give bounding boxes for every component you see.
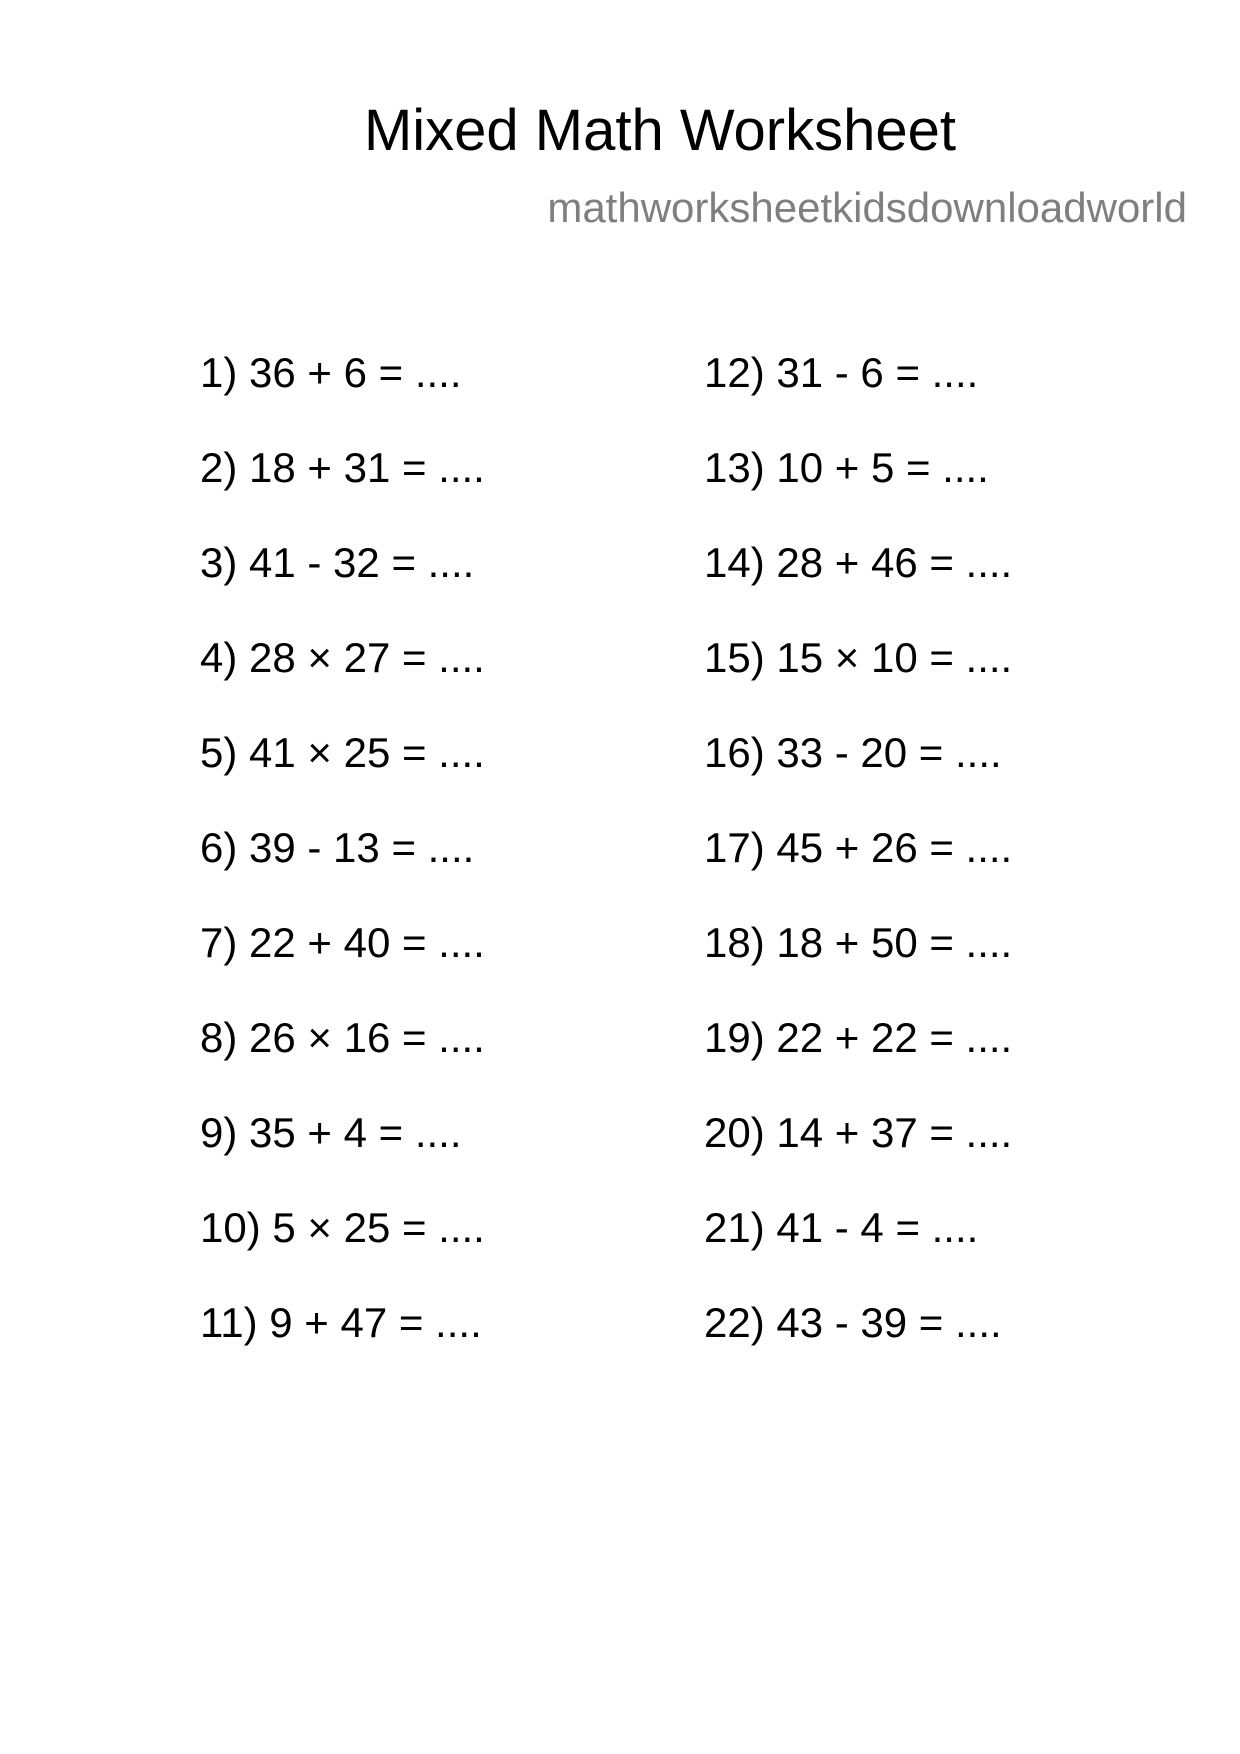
problem-16: 16) 33 - 20 = ....: [704, 729, 1002, 776]
worksheet-source: mathworksheetkidsdownloadworld: [547, 184, 1187, 231]
problem-10: 10) 5 × 25 = ....: [200, 1204, 485, 1251]
problem-22: 22) 43 - 39 = ....: [704, 1299, 1002, 1346]
problem-13: 13) 10 + 5 = ....: [704, 444, 989, 491]
problem-14: 14) 28 + 46 = ....: [704, 539, 1013, 586]
problem-5: 5) 41 × 25 = ....: [200, 729, 485, 776]
problem-8: 8) 26 × 16 = ....: [200, 1014, 485, 1061]
problem-19: 19) 22 + 22 = ....: [704, 1014, 1013, 1061]
problem-20: 20) 14 + 37 = ....: [704, 1109, 1013, 1156]
problem-11: 11) 9 + 47 = ....: [200, 1299, 482, 1346]
problem-column-right: [704, 348, 1012, 1393]
problem-15: 15) 15 × 10 = ....: [704, 634, 1013, 681]
problem-4: 4) 28 × 27 = ....: [200, 634, 485, 681]
problem-6: 6) 39 - 13 = ....: [200, 824, 475, 871]
worksheet-title: Mixed Math Worksheet: [363, 98, 957, 163]
problem-9: 9) 35 + 4 = ....: [200, 1109, 462, 1156]
problem-7: 7) 22 + 40 = ....: [200, 919, 485, 966]
problem-3: 3) 41 - 32 = ....: [200, 539, 475, 586]
problem-column-left: [200, 348, 485, 1393]
problem-21: 21) 41 - 4 = ....: [704, 1204, 979, 1251]
problem-18: 18) 18 + 50 = ....: [704, 919, 1013, 966]
problem-12: 12) 31 - 6 = ....: [704, 349, 979, 396]
problem-1: 1) 36 + 6 = ....: [200, 349, 462, 396]
problem-17: 17) 45 + 26 = ....: [704, 824, 1013, 871]
problem-2: 2) 18 + 31 = ....: [200, 444, 485, 491]
